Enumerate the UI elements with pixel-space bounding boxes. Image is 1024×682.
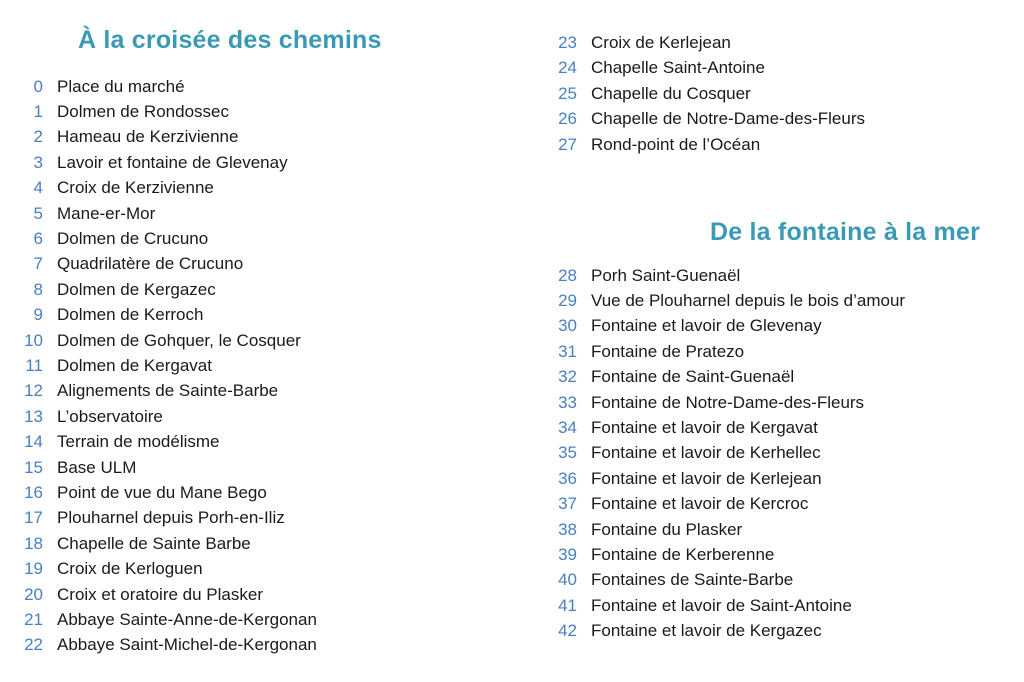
entry-label: Croix de Kerloguen — [57, 559, 203, 579]
entry-label: Rond-point de l’Océan — [591, 134, 761, 154]
entry-number: 4 — [33, 178, 43, 198]
entry-label: Fontaine et lavoir de Glevenay — [591, 316, 822, 336]
list-item — [547, 567, 1024, 592]
entry-label: Fontaine et lavoir de Kergavat — [591, 417, 818, 437]
entry-number: 40 — [558, 570, 577, 590]
list-item — [547, 390, 1024, 415]
section-spacer — [512, 157, 1024, 219]
entry-label: Base ULM — [57, 457, 137, 477]
entry-label: Abbaye Sainte-Anne-de-Kergonan — [57, 610, 317, 630]
list-item — [547, 30, 1024, 55]
entry-label: Fontaine et lavoir de Kercroc — [591, 494, 809, 514]
entry-number: 22 — [24, 635, 43, 655]
list-item — [547, 364, 1024, 389]
entry-number: 1 — [33, 101, 43, 121]
list-item — [547, 517, 1024, 542]
entry-label: Fontaine de Kerberenne — [591, 545, 775, 564]
list-item — [13, 201, 512, 226]
entry-label: Chapelle de Sainte Barbe — [57, 533, 251, 553]
entry-label: Chapelle de Notre-Dame-des-Fleurs — [591, 109, 866, 129]
entry-label: Hameau de Kerzivienne — [57, 127, 239, 147]
list-item — [547, 618, 1024, 643]
entry-number: 42 — [558, 621, 577, 641]
list-item — [547, 288, 1024, 313]
entry-label: Terrain de modélisme — [57, 432, 220, 452]
entry-number: 8 — [33, 279, 43, 299]
entry-number: 21 — [24, 610, 43, 630]
list-item — [547, 415, 1024, 440]
entry-label: Porh Saint-Guenaël — [591, 265, 741, 285]
section-title-crossroads: À la croisée des chemins — [78, 26, 382, 54]
entry-number: 5 — [33, 203, 43, 223]
list-item — [547, 106, 1024, 131]
entry-number: 33 — [558, 392, 577, 412]
entry-label: Croix et oratoire du Plasker — [57, 584, 263, 604]
entry-label: Dolmen de Crucuno — [57, 228, 209, 248]
entry-label: Lavoir et fontaine de Glevenay — [57, 152, 288, 172]
entry-number: 39 — [558, 545, 577, 564]
entry-number: 26 — [558, 109, 577, 129]
entry-number: 20 — [24, 584, 43, 604]
entry-label: Dolmen de Kerroch — [57, 305, 204, 325]
list-item — [547, 313, 1024, 338]
entry-number: 9 — [33, 305, 43, 325]
entry-label: Place du marché — [57, 76, 185, 96]
list-item — [547, 440, 1024, 465]
list-item — [547, 491, 1024, 516]
list-item — [547, 593, 1024, 618]
entry-label: Croix de Kerlejean — [591, 33, 731, 52]
entry-list-crossroads-continued — [0, 30, 1024, 157]
entry-number: 29 — [558, 290, 577, 310]
entry-label: Fontaine et lavoir de Kergazec — [591, 621, 822, 641]
entry-number: 15 — [24, 457, 43, 477]
entry-label: Fontaine de Pratezo — [591, 341, 745, 361]
entry-label: L’observatoire — [57, 406, 163, 426]
entry-label: Fontaine du Plasker — [591, 519, 743, 539]
entry-label: Quadrilatère de Crucuno — [57, 254, 244, 274]
entry-number: 23 — [558, 33, 577, 52]
list-item — [547, 55, 1024, 80]
list-item — [547, 542, 1024, 567]
entry-number: 32 — [558, 367, 577, 387]
entry-label: Alignements de Sainte-Barbe — [57, 381, 279, 401]
entry-label: Croix de Kerzivienne — [57, 178, 214, 198]
entry-number: 34 — [558, 417, 577, 437]
list-item — [13, 226, 512, 251]
entry-number: 6 — [33, 228, 43, 248]
list-item — [547, 339, 1024, 364]
entry-number: 12 — [24, 381, 43, 401]
list-item — [13, 175, 512, 200]
right-column — [512, 0, 1024, 644]
entry-label: Fontaine et lavoir de Kerlejean — [591, 468, 822, 488]
entry-number: 17 — [24, 508, 43, 528]
list-item — [547, 132, 1024, 157]
entry-number: 7 — [33, 254, 43, 274]
entry-number: 19 — [24, 559, 43, 579]
entry-label: Dolmen de Kergazec — [57, 279, 216, 299]
list-item — [547, 466, 1024, 491]
entry-number: 37 — [558, 494, 577, 514]
entry-number: 25 — [558, 83, 577, 103]
entry-number: 35 — [558, 443, 577, 463]
entry-label: Fontaine de Saint-Guenaël — [591, 367, 795, 387]
entry-list-fountain-to-sea — [0, 263, 1024, 644]
entry-number: 31 — [558, 341, 577, 361]
entry-number: 16 — [24, 483, 43, 502]
entry-number: 0 — [33, 76, 43, 96]
entry-label: Fontaine de Notre-Dame-des-Fleurs — [591, 392, 865, 412]
entry-label: Dolmen de Gohquer, le Cosquer — [57, 330, 301, 350]
entry-number: 27 — [558, 134, 577, 154]
entry-label: Dolmen de Rondossec — [57, 101, 229, 121]
entry-label: Fontaine et lavoir de Kerhellec — [591, 443, 821, 463]
entry-label: Dolmen de Kergavat — [57, 355, 212, 375]
entry-number: 36 — [558, 468, 577, 488]
list-item — [547, 81, 1024, 106]
entry-number: 38 — [558, 519, 577, 539]
entry-number: 2 — [33, 127, 43, 147]
entry-number: 18 — [24, 533, 43, 553]
entry-number: 14 — [24, 432, 43, 452]
entry-number: 28 — [558, 265, 577, 285]
entry-label: Plouharnel depuis Porh-en-Iliz — [57, 508, 285, 528]
entry-number: 3 — [33, 152, 43, 172]
entry-number: 10 — [24, 330, 43, 350]
entry-number: 41 — [558, 595, 577, 615]
entry-number: 24 — [558, 58, 577, 78]
entry-label: Point de vue du Mane Bego — [57, 483, 267, 502]
section-title-fountain-to-sea: De la fontaine à la mer — [710, 218, 980, 247]
list-item — [547, 263, 1024, 288]
entry-label: Vue de Plouharnel depuis le bois d’amour — [591, 290, 906, 310]
entry-label: Mane-er-Mor — [57, 203, 156, 223]
entry-number: 13 — [24, 406, 43, 426]
entry-number: 11 — [25, 355, 43, 375]
entry-label: Fontaines de Sainte-Barbe — [591, 570, 794, 590]
entry-label: Chapelle du Cosquer — [591, 83, 751, 103]
entry-label: Abbaye Saint-Michel-de-Kergonan — [57, 635, 317, 655]
entry-number: 30 — [558, 316, 577, 336]
entry-label: Chapelle Saint-Antoine — [591, 58, 765, 78]
entry-label: Fontaine et lavoir de Saint-Antoine — [591, 595, 852, 615]
